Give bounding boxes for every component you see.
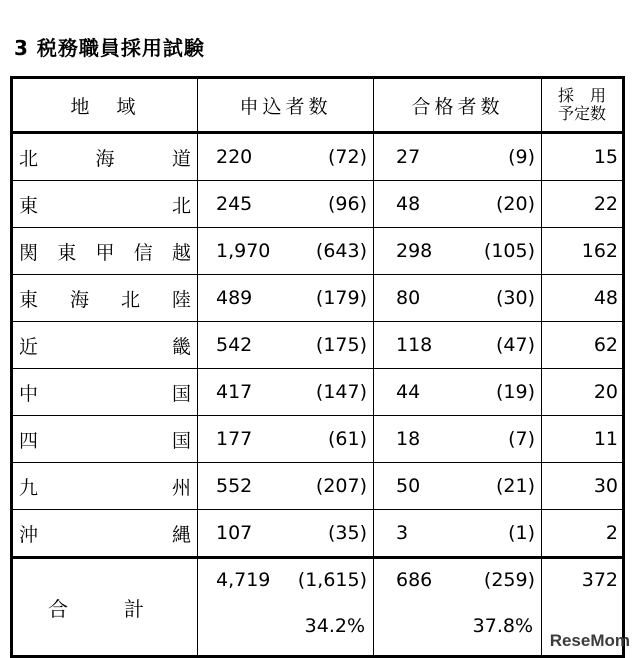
table-header-row (12, 78, 624, 133)
applicants-count: 542 (216, 334, 253, 356)
header-region: 地 域 (12, 78, 198, 133)
applicants-women-count: (643) (315, 240, 367, 262)
applicants-cell (198, 416, 374, 463)
region-cell (12, 228, 198, 275)
passers-count: 298 (396, 240, 433, 262)
region-char: 越 (171, 241, 191, 264)
table-row (12, 133, 624, 181)
applicants-women-count: (96) (327, 193, 367, 215)
region-char: 国 (171, 429, 191, 452)
region-cell (12, 181, 198, 228)
total-label: 合 計 (12, 558, 198, 657)
applicants-cell (198, 133, 374, 181)
applicants-women-count: (72) (327, 146, 367, 168)
total-row (12, 558, 624, 657)
passers-count: 44 (396, 381, 421, 403)
header-planned-line1: 採 用 (557, 86, 606, 105)
total-passers: 686 (396, 569, 433, 591)
region-char: 九 (19, 476, 39, 499)
applicants-women-count: (179) (315, 287, 367, 309)
applicants-count: 245 (216, 193, 253, 215)
region-cell (12, 416, 198, 463)
passers-women-count: (105) (483, 240, 535, 262)
header-planned (542, 78, 624, 133)
applicants-women-count: (147) (315, 381, 367, 403)
header-passers: 合格者数 (374, 78, 542, 133)
region-cell (12, 133, 198, 181)
applicants-count: 417 (216, 381, 253, 403)
applicants-cell (198, 369, 374, 416)
passers-women-count: (47) (495, 334, 535, 356)
total-passers-women: (259) (483, 569, 535, 591)
passers-women-count: (20) (495, 193, 535, 215)
region-char: 関 (19, 241, 39, 264)
region-char: 州 (171, 476, 191, 499)
planned-count: 162 (542, 228, 624, 275)
total-planned: 372 (581, 569, 618, 591)
region-char: 畿 (171, 335, 191, 358)
applicants-count: 1,970 (216, 240, 271, 262)
passers-cell (374, 463, 542, 510)
region-char: 海 (95, 147, 115, 170)
planned-count: 30 (542, 463, 624, 510)
page-title: 3 税務職員採用試験 (14, 36, 205, 60)
region-char: 近 (19, 335, 39, 358)
region-char: 道 (171, 147, 191, 170)
table-row (12, 181, 624, 228)
region-cell (12, 463, 198, 510)
applicants-women-count: (207) (315, 475, 367, 497)
region-char: 北 (171, 194, 191, 217)
total-passers-rate: 37.8% (472, 615, 533, 637)
applicants-women-count: (61) (327, 428, 367, 450)
planned-count: 11 (542, 416, 624, 463)
passers-cell (374, 510, 542, 558)
planned-count: 48 (542, 275, 624, 322)
passers-cell (374, 181, 542, 228)
region-char: 国 (171, 382, 191, 405)
region-cell (12, 369, 198, 416)
passers-count: 18 (396, 428, 421, 450)
total-applicants-rate: 34.2% (304, 615, 365, 637)
planned-count: 20 (542, 369, 624, 416)
passers-cell (374, 275, 542, 322)
applicants-cell (198, 510, 374, 558)
region-char: 縄 (171, 523, 191, 546)
region-char: 沖 (19, 523, 39, 546)
passers-cell (374, 322, 542, 369)
passers-women-count: (21) (495, 475, 535, 497)
applicants-cell (198, 322, 374, 369)
region-char: 東 (19, 194, 39, 217)
passers-count: 118 (396, 334, 433, 356)
passers-women-count: (1) (508, 522, 535, 544)
applicants-count: 489 (216, 287, 253, 309)
region-char: 東 (57, 241, 77, 264)
planned-count: 15 (542, 133, 624, 181)
header-applicants: 申込者数 (198, 78, 374, 133)
passers-women-count: (19) (495, 381, 535, 403)
header-planned-line2: 予定数 (557, 104, 606, 123)
planned-count: 22 (542, 181, 624, 228)
applicants-women-count: (35) (327, 522, 367, 544)
table-row (12, 228, 624, 275)
passers-women-count: (30) (495, 287, 535, 309)
applicants-cell (198, 275, 374, 322)
applicants-count: 552 (216, 475, 253, 497)
applicants-women-count: (175) (315, 334, 367, 356)
table-row (12, 416, 624, 463)
passers-cell (374, 369, 542, 416)
region-cell (12, 510, 198, 558)
table-row (12, 510, 624, 558)
applicants-cell (198, 463, 374, 510)
passers-women-count: (9) (508, 146, 535, 168)
passers-women-count: (7) (508, 428, 535, 450)
passers-cell (374, 228, 542, 275)
table-row (12, 463, 624, 510)
applicants-count: 177 (216, 428, 253, 450)
applicants-count: 220 (216, 146, 253, 168)
region-cell (12, 322, 198, 369)
applicants-count: 107 (216, 522, 253, 544)
table-row (12, 322, 624, 369)
passers-cell (374, 416, 542, 463)
passers-count: 80 (396, 287, 421, 309)
passers-count: 48 (396, 193, 421, 215)
total-applicants-cell (198, 558, 374, 657)
region-char: 四 (19, 429, 39, 452)
planned-count: 62 (542, 322, 624, 369)
region-char: 甲 (95, 241, 115, 264)
table-row (12, 275, 624, 322)
total-applicants-women: (1,615) (297, 569, 367, 591)
region-char: 海 (69, 288, 89, 311)
region-char: 信 (133, 241, 153, 264)
passers-count: 50 (396, 475, 421, 497)
region-char: 北 (19, 147, 39, 170)
total-passers-cell (374, 558, 542, 657)
passers-cell (374, 133, 542, 181)
results-table (10, 76, 625, 658)
table-row (12, 369, 624, 416)
region-char: 北 (120, 288, 140, 311)
region-cell (12, 275, 198, 322)
region-char: 東 (19, 288, 39, 311)
applicants-cell (198, 228, 374, 275)
table-body (12, 133, 624, 558)
applicants-cell (198, 181, 374, 228)
region-char: 中 (19, 382, 39, 405)
passers-count: 3 (396, 522, 409, 544)
passers-count: 27 (396, 146, 421, 168)
planned-count: 2 (542, 510, 624, 558)
region-char: 陸 (171, 288, 191, 311)
total-applicants: 4,719 (216, 569, 271, 591)
watermark-logo: ReseMom (549, 631, 630, 650)
